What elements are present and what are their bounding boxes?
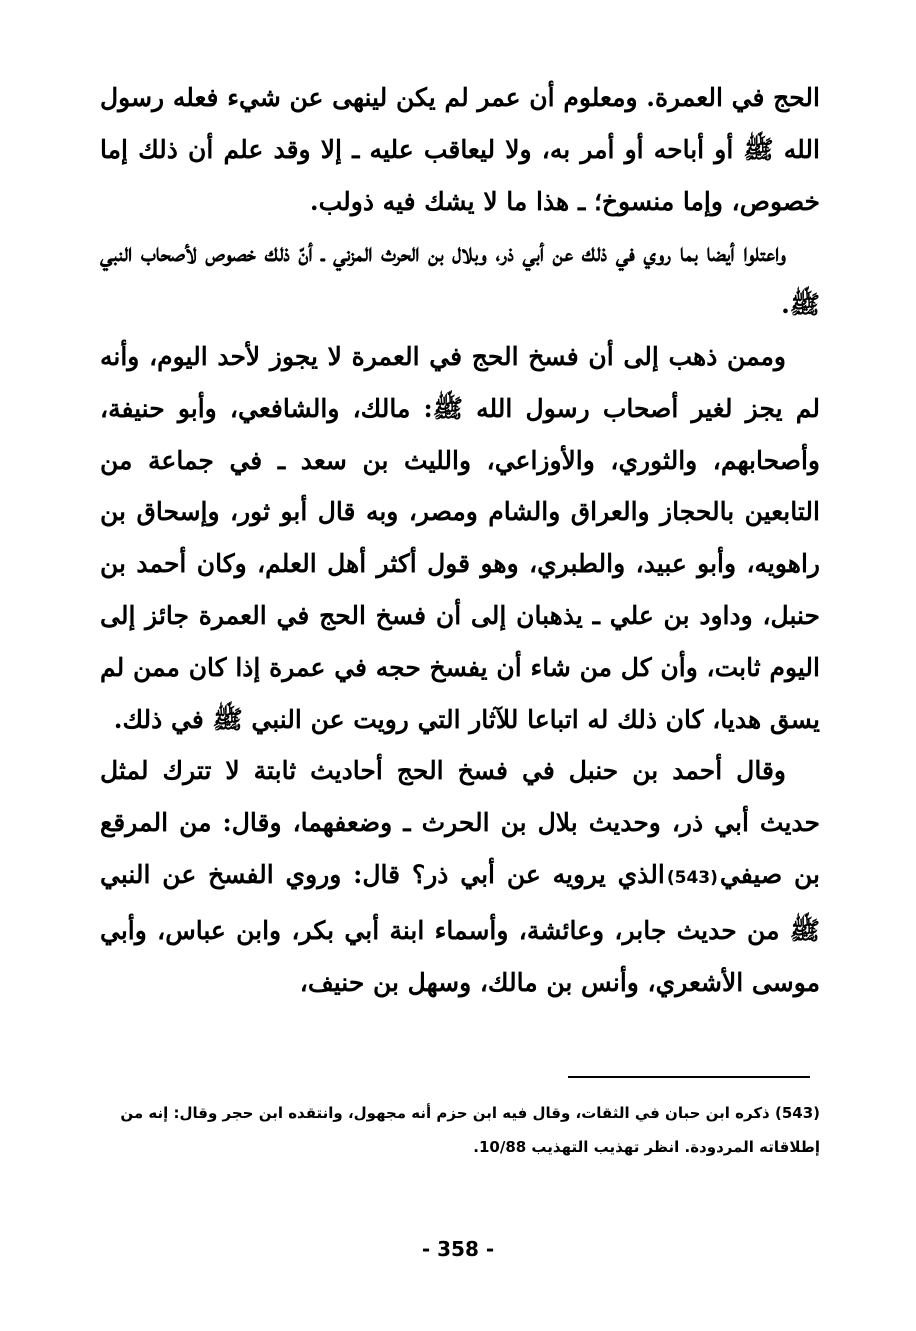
footnote-543: (543) ذكره ابن حبان في الثقات، وقال فيه ابن حزم أنه مجهول، وانتقده ابن حجر وقال: إنه من إطلاقاته المردودة. انظر تهذيب التهذيب 10/88. [120, 1104, 820, 1156]
paragraph-2: واعتلوا أيضا بما روي في ذلك عن أبي ذر، وبلال بن الحرث المزني ـ أنّ ذلك خصوص لأصحاب النبي ﷺ. [100, 238, 820, 320]
paragraph-4-text-start: وقال أحمد بن حنبل في فسخ الحج أحاديث ثابتة لا تترك لمثل حديث أبي ذر، وحديث بلال بن الحرث ـ وضعفهما، وقال: من المرقع بن صيفي [100, 756, 820, 889]
paragraph-1: الحج في العمرة. ومعلوم أن عمر لم يكن لينهى عن شيء فعله رسول الله ﷺ أو أباحه أو أمر به، ولا ليعاقب عليه ـ إلا وقد علم أن ذلك إما خصوص، وإما منسوخ؛ ـ هذا ما لا يشك فيه ذولب. [100, 83, 820, 216]
main-text [100, 72, 820, 1008]
paragraph-4-text-end: الذي يرويه عن أبي ذر؟ قال: وروي الفسخ عن النبي ﷺ من حديث جابر، وعائشة، وأسماء ابنة أبي بكر، وابن عباس، وأبي موسى الأشعري، وأنس بن مالك، وسهل بن حنيف، [100, 859, 820, 997]
footnote-reference: (543) [666, 867, 718, 888]
paragraph-4 [100, 745, 820, 1008]
footnote-separator [568, 1076, 810, 1078]
page-number: - 358 - [421, 1237, 495, 1261]
paragraph-3: وممن ذهب إلى أن فسخ الحج في العمرة لا يجوز لأحد اليوم، وأنه لم يجز لغير أصحاب رسول الله ﷺ: مالك، والشافعي، وأبو حنيفة، وأصحابهم، والثوري، والأوزاعي، والليث بن سعد ـ في جماعة من التابعين بالحجاز والعراق والشام ومصر، وبه قال أبو ثور، وإسحاق بن راهويه، وأبو عبيد، والطبري، وهو قول أكثر أهل العلم، وكان أحمد بن حنبل، وداود بن علي ـ يذهبان إلى أن فسخ الحج في العمرة جائز إلى اليوم ثابت، وأن كل من شاء أن يفسخ حجه في عمرة إذا كان ممن لم يسق هديا، كان ذلك له اتباعا للآثار التي رويت عن النبي ﷺ في ذلك. [100, 341, 820, 734]
footnotes [78, 1096, 820, 1164]
